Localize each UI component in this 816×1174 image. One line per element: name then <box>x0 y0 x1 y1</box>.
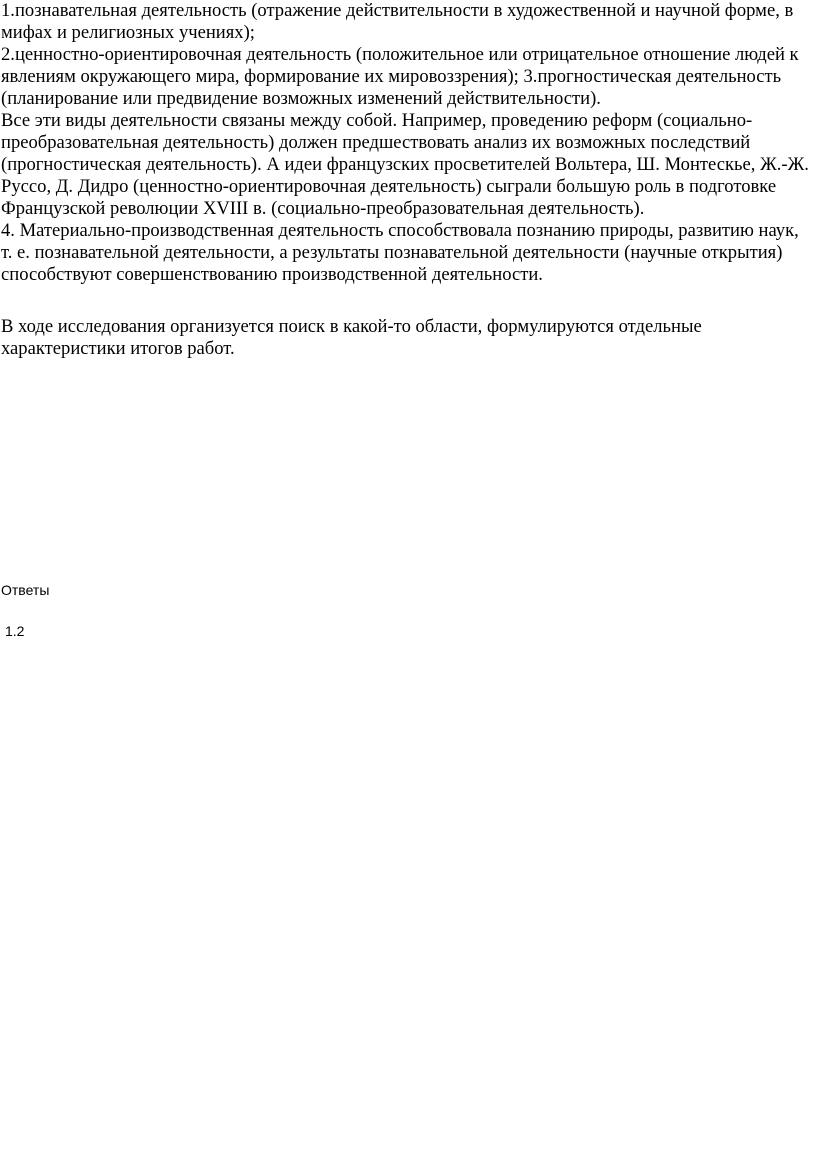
paragraph-cognitive-activity: 1.познавательная деятельность (отражение действительности в художественной и научной форме, в мифах и религиозных учениях); <box>1 0 794 43</box>
paragraph-material-production: 4. Материально-производственная деятельность способствовала познанию природы, развитию наук, т. е. познавательной деятельности, а результаты познавательной деятельности (научные открытия) способствуют совершенствованию производственной деятельности. <box>1 220 799 285</box>
paragraph-activities-connection: Все эти виды деятельности связаны между собой. Например, проведению реформ (социально-преобразовательная деятельность) должен предшествовать анализ их возможных последствий (прогностическая деятельность). А идеи французских просветителей Вольтера, Ш. Монтескье, Ж.-Ж. Руссо, Д. Дидро (ценностно-ориентировочная деятельность) сыграли большую роль в подготовке Французской революции XVIII в. (социально-преобразовательная деятельность). <box>1 110 809 219</box>
paragraph-value-oriented-activity: 2.ценностно-ориентировочная деятельность (положительное или отрицательное отношение людей к явлениям окружающего мира, формирование их мировоззрения); 3.прогностическая деятельность (планирование или предвидение возможных изменений действительности). <box>1 44 799 109</box>
answer-value: 1.2 <box>5 623 25 639</box>
paragraph-research: В ходе исследования организуется поиск в какой-то области, формулируются отдельные характеристики итогов работ. <box>1 316 702 359</box>
main-text-block <box>1 0 813 286</box>
answers-label: Ответы <box>1 582 50 598</box>
